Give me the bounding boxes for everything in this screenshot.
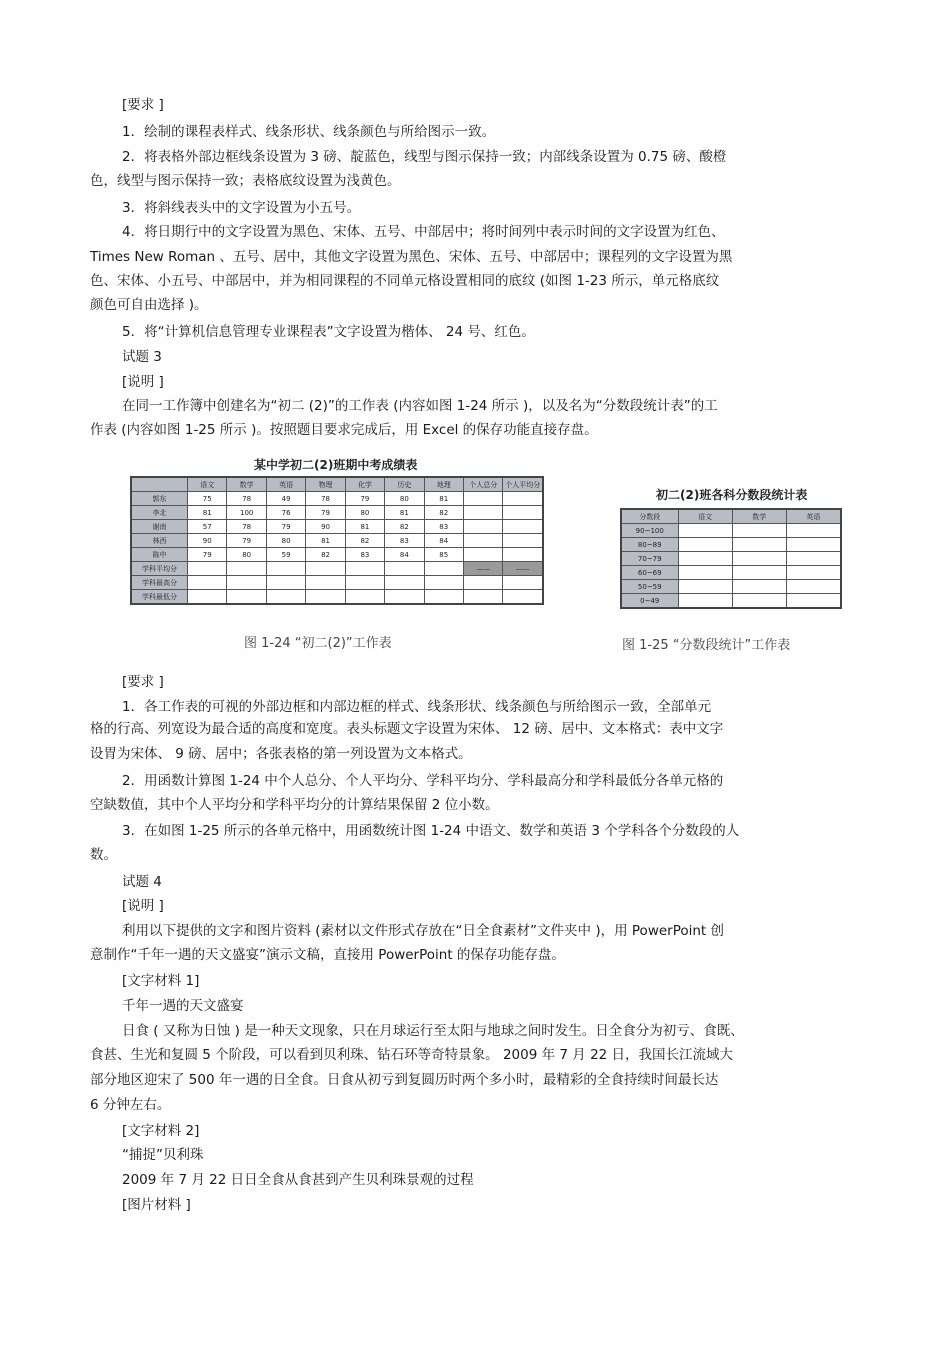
table-cell xyxy=(786,594,841,609)
header-cell: 分数段 xyxy=(621,509,678,524)
table-row xyxy=(621,538,841,552)
table-cell xyxy=(732,594,786,609)
q3-req-item-1-cont2: 设胃为宋体、 9 磅、居中；各张表格的第一列设置为文本格式。 xyxy=(90,746,472,762)
table-cell xyxy=(678,524,732,538)
table-cell: 81 xyxy=(188,506,227,520)
table-cell xyxy=(188,576,227,590)
table-cell xyxy=(678,594,732,609)
header-cell: 语文 xyxy=(188,477,227,492)
header-cell: 个人平均分 xyxy=(503,477,543,492)
req-item-5: 5．将“计算机信息管理专业课程表”文字设置为楷体、 24 号、红色。 xyxy=(122,324,535,340)
q3-req-item-1-cont: 格的行高、列宽设为最合适的高度和宽度。表头标题文字设置为宋体、 12 磅、居中、文本格式：表中文字 xyxy=(90,721,724,737)
table-cell: 84 xyxy=(424,534,463,548)
table-cell xyxy=(266,576,305,590)
table-cell: 81 xyxy=(345,520,384,534)
table-cell xyxy=(678,566,732,580)
table-cell xyxy=(732,552,786,566)
table-header-row xyxy=(621,509,841,524)
table-cell xyxy=(385,590,424,605)
table-cell xyxy=(463,576,503,590)
req-item-4-cont-2: 色、宋体、小五号、中部居中，并为相同课程的不同单元格设置相同的底纹 (如图 1-23 所示，单元格底纹 xyxy=(90,273,720,289)
header-cell: 个人总分 xyxy=(463,477,503,492)
table-cell xyxy=(732,538,786,552)
table-cell: 82 xyxy=(306,548,345,562)
header-cell: 数学 xyxy=(732,509,786,524)
row-label-cell: 郭东 xyxy=(131,492,188,506)
table-cell: 84 xyxy=(385,548,424,562)
req-item-2: 2．将表格外部边框线条设置为 3 磅、靛蓝色，线型与图示保持一致；内部线条设置为 0.75 磅、酸橙 xyxy=(122,149,727,165)
table-cell xyxy=(503,576,543,590)
table-row xyxy=(131,548,543,562)
image-material-heading: [图片材料 ] xyxy=(122,1197,191,1213)
material-1-para-1: 日食 ( 又称为日蚀 ) 是一种天文现象，只在月球运行至太阳与地球之间时发生。日全食分为初亏、食既、 xyxy=(122,1023,744,1039)
table-cell xyxy=(385,562,424,576)
material-1-para-4: 6 分钟左右。 xyxy=(90,1097,171,1113)
table-cell xyxy=(424,562,463,576)
fig24-caption: 图 1-24 “初二(2)”工作表 xyxy=(244,636,392,651)
table-cell xyxy=(786,524,841,538)
table-cell: 78 xyxy=(306,492,345,506)
table-cell: 90 xyxy=(306,520,345,534)
header-cell: 地理 xyxy=(424,477,463,492)
req-item-3: 3．将斜线表头中的文字设置为小五号。 xyxy=(122,200,361,216)
table-cell xyxy=(266,590,305,605)
table-cell xyxy=(424,576,463,590)
table-row xyxy=(621,594,841,609)
table-cell: —— xyxy=(463,562,503,576)
table-cell xyxy=(503,506,543,520)
material-1-title: 千年一遇的天文盛宴 xyxy=(122,998,244,1014)
table-row xyxy=(131,506,543,520)
table-cell xyxy=(463,534,503,548)
table-cell xyxy=(266,562,305,576)
row-label-cell: 50~59 xyxy=(621,580,678,594)
table-cell xyxy=(188,562,227,576)
q4-desc-1: 利用以下提供的文字和图片资料 (素材以文件形式存放在“日全食素材”文件夹中 )，用 PowerPoint 创 xyxy=(122,923,725,939)
req-item-4: 4．将日期行中的文字设置为黑色、宋体、五号、中部居中；将时间列中表示时间的文字设置为红色、 xyxy=(122,224,725,240)
table-cell: 80 xyxy=(345,506,384,520)
table-cell xyxy=(306,562,345,576)
table-cell: 81 xyxy=(385,506,424,520)
table-cell: 49 xyxy=(266,492,305,506)
material-1-para-3: 部分地区迎宋了 500 年一遇的日全食。日食从初亏到复圆历时两个多小时，最精彩的全食持续时间最长达 xyxy=(90,1072,719,1088)
table-header-row xyxy=(131,477,543,492)
row-label-cell: 学科平均分 xyxy=(131,562,188,576)
req-item-1: 1．绘制的课程表样式、线条形状、线条颜色与所给图示一致。 xyxy=(122,124,496,140)
row-label-cell: 学科最低分 xyxy=(131,590,188,605)
table-cell: 83 xyxy=(385,534,424,548)
figure-1-25 xyxy=(618,484,848,654)
req-item-4-cont-3: 颜色可自由选择 )。 xyxy=(90,297,208,313)
table-cell xyxy=(678,538,732,552)
fig25-title: 初二(2)班各科分数段统计表 xyxy=(656,488,808,502)
table-cell: 79 xyxy=(188,548,227,562)
table-cell: 79 xyxy=(306,506,345,520)
table-cell xyxy=(306,590,345,605)
table-cell: 79 xyxy=(227,534,266,548)
table-cell xyxy=(463,506,503,520)
table-cell: 82 xyxy=(345,534,384,548)
table-cell xyxy=(786,538,841,552)
table-cell xyxy=(463,548,503,562)
table-cell xyxy=(188,590,227,605)
table-row xyxy=(131,492,543,506)
table-cell xyxy=(503,492,543,506)
table-cell xyxy=(385,576,424,590)
req-item-2-cont: 色，线型与图示保持一致；表格底纹设置为浅黄色。 xyxy=(90,173,401,189)
header-cell: 英语 xyxy=(266,477,305,492)
table-cell xyxy=(732,580,786,594)
table-cell xyxy=(503,520,543,534)
table-row xyxy=(131,534,543,548)
fig25-table xyxy=(620,508,842,609)
table-cell: 59 xyxy=(266,548,305,562)
table-row xyxy=(131,576,543,590)
table-cell xyxy=(503,548,543,562)
q3-req-item-2-cont: 空缺数值，其中个人平均分和学科平均分的计算结果保留 2 位小数。 xyxy=(90,797,499,813)
table-row xyxy=(131,562,543,576)
table-cell: 75 xyxy=(188,492,227,506)
table-cell: 80 xyxy=(227,548,266,562)
table-cell: 80 xyxy=(385,492,424,506)
row-label-cell: 学科最高分 xyxy=(131,576,188,590)
row-label-cell: 0~49 xyxy=(621,594,678,609)
req-heading: [要求 ] xyxy=(122,97,164,113)
header-cell: 历史 xyxy=(385,477,424,492)
table-cell: 82 xyxy=(385,520,424,534)
row-label-cell: 90~100 xyxy=(621,524,678,538)
table-cell: 78 xyxy=(227,492,266,506)
table-cell xyxy=(786,580,841,594)
q3-req-heading: [要求 ] xyxy=(122,674,164,690)
header-cell: 英语 xyxy=(786,509,841,524)
fig24-title: 某中学初二(2)班期中考成绩表 xyxy=(254,458,418,472)
question-4-title: 试题 4 xyxy=(122,874,162,890)
table-cell: —— xyxy=(503,562,543,576)
table-row xyxy=(621,566,841,580)
table-cell: 79 xyxy=(266,520,305,534)
table-cell xyxy=(678,580,732,594)
row-label-cell: 60~69 xyxy=(621,566,678,580)
material-2-heading: [文字材料 2] xyxy=(122,1123,200,1139)
table-row xyxy=(621,580,841,594)
q3-req-item-3-cont: 数。 xyxy=(90,847,117,863)
material-1-heading: [文字材料 1] xyxy=(122,973,200,989)
header-cell xyxy=(131,477,188,492)
header-cell: 物理 xyxy=(306,477,345,492)
table-cell xyxy=(345,590,384,605)
material-1-para-2: 食甚、生光和复圆 5 个阶段，可以看到贝利珠、钻石环等奇特景象。 2009 年 7 月 22 日，我国长江流域大 xyxy=(90,1047,734,1063)
table-cell xyxy=(786,552,841,566)
table-cell xyxy=(786,566,841,580)
table-cell: 85 xyxy=(424,548,463,562)
q3-req-item-3: 3．在如图 1-25 所示的各单元格中，用函数统计图 1-24 中语文、数学和英语 3 个学科各个分数段的人 xyxy=(122,823,740,839)
table-cell: 76 xyxy=(266,506,305,520)
header-cell: 化学 xyxy=(345,477,384,492)
table-cell xyxy=(503,534,543,548)
q4-desc-heading: [说明 ] xyxy=(122,898,164,914)
table-row xyxy=(131,520,543,534)
table-cell: 78 xyxy=(227,520,266,534)
table-cell: 82 xyxy=(424,506,463,520)
fig24-table xyxy=(130,476,544,605)
row-label-cell: 林西 xyxy=(131,534,188,548)
fig25-caption: 图 1-25 “分数段统计”工作表 xyxy=(622,638,791,653)
table-cell: 80 xyxy=(266,534,305,548)
table-cell xyxy=(345,576,384,590)
table-cell xyxy=(227,590,266,605)
table-cell xyxy=(463,590,503,605)
table-row xyxy=(131,590,543,605)
q3-desc-1: 在同一工作簿中创建名为“初二 (2)”的工作表 (内容如图 1-24 所示 )，以及名为“分数段统计表”的工 xyxy=(122,398,718,414)
q3-req-item-2: 2．用函数计算图 1-24 中个人总分、个人平均分、学科平均分、学科最高分和学科最低分各单元格的 xyxy=(122,773,724,789)
table-cell xyxy=(227,562,266,576)
table-cell: 57 xyxy=(188,520,227,534)
table-cell xyxy=(503,590,543,605)
table-cell: 100 xyxy=(227,506,266,520)
table-cell xyxy=(463,492,503,506)
row-label-cell: 70~79 xyxy=(621,552,678,566)
row-label-cell: 80~89 xyxy=(621,538,678,552)
table-cell: 81 xyxy=(424,492,463,506)
table-cell xyxy=(732,566,786,580)
table-cell xyxy=(678,552,732,566)
q3-desc-heading: [说明 ] xyxy=(122,374,164,390)
question-3-title: 试题 3 xyxy=(122,349,162,365)
figure-1-24 xyxy=(128,452,548,652)
table-cell xyxy=(424,590,463,605)
table-cell xyxy=(345,562,384,576)
table-cell: 83 xyxy=(424,520,463,534)
table-cell xyxy=(463,520,503,534)
table-row xyxy=(621,524,841,538)
table-cell: 79 xyxy=(345,492,384,506)
table-cell xyxy=(227,576,266,590)
q3-desc-2: 作表 (内容如图 1-25 所示 )。按照题目要求完成后，用 Excel 的保存功能直接存盘。 xyxy=(90,422,598,438)
table-cell: 83 xyxy=(345,548,384,562)
header-cell: 数学 xyxy=(227,477,266,492)
table-cell: 81 xyxy=(306,534,345,548)
material-2-text: 2009 年 7 月 22 日日全食从食甚到产生贝利珠景观的过程 xyxy=(122,1172,474,1188)
q4-desc-2: 意制作“千年一遇的天文盛宴”演示文稿，直接用 PowerPoint 的保存功能存盘。 xyxy=(90,947,565,963)
row-label-cell: 李北 xyxy=(131,506,188,520)
q3-req-item-1: 1．各工作表的可视的外部边框和内部边框的样式、线条形状、线条颜色与所给图示一致，全部单元 xyxy=(122,699,712,715)
table-cell xyxy=(306,576,345,590)
row-label-cell: 陈中 xyxy=(131,548,188,562)
header-cell: 语文 xyxy=(678,509,732,524)
table-row xyxy=(621,552,841,566)
row-label-cell: 谢南 xyxy=(131,520,188,534)
table-cell xyxy=(732,524,786,538)
material-2-title: “捕捉”贝利珠 xyxy=(122,1147,204,1163)
table-cell: 90 xyxy=(188,534,227,548)
req-item-4-cont-1: Times New Roman 、五号、居中，其他文字设置为黑色、宋体、五号、中部居中；课程列的文字设置为黑 xyxy=(90,249,733,265)
